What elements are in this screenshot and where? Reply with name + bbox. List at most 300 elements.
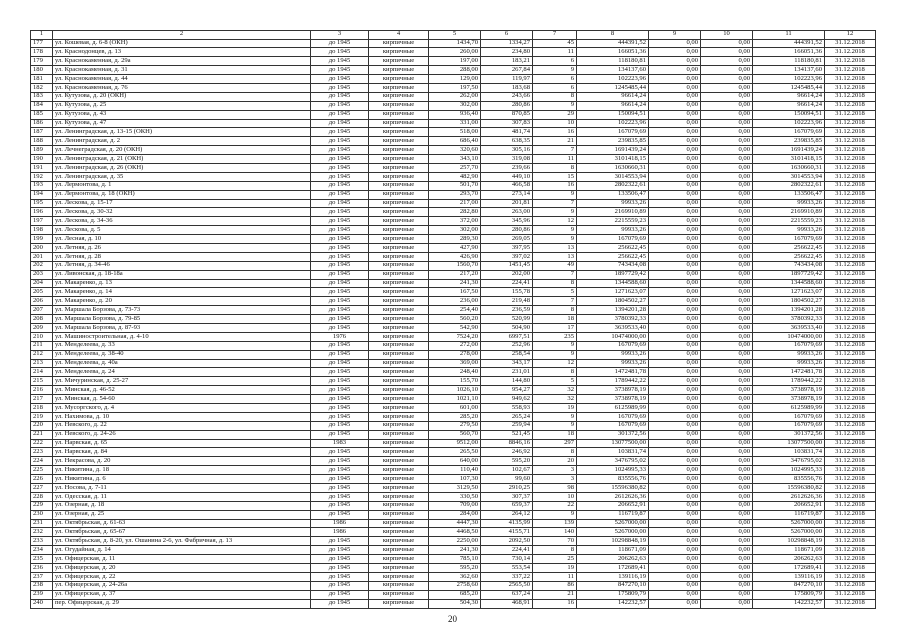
- table-cell: кирпичные: [369, 146, 429, 155]
- table-cell: 31.12.2018: [825, 39, 876, 48]
- table-cell: кирпичные: [369, 75, 429, 84]
- table-cell: 9: [533, 235, 577, 244]
- table-cell: 518,00: [429, 128, 481, 137]
- table-cell: 0,00: [649, 546, 701, 555]
- table-cell: 31.12.2018: [825, 306, 876, 315]
- table-cell: 201,81: [481, 199, 533, 208]
- table-row: [31, 475, 876, 484]
- table-cell: кирпичные: [369, 297, 429, 306]
- table-cell: 29: [533, 110, 577, 119]
- table-cell: 31.12.2018: [825, 119, 876, 128]
- table-row: [31, 226, 876, 235]
- table-cell: 6997,51: [481, 332, 533, 341]
- table-cell: 139: [533, 519, 577, 528]
- table-cell: 0,00: [649, 466, 701, 475]
- table-cell: 207: [31, 306, 53, 315]
- table-cell: кирпичные: [369, 368, 429, 377]
- table-cell: 230: [31, 510, 53, 519]
- table-cell: ул. Макаренко, д. 14: [53, 288, 311, 297]
- table-cell: 219: [31, 412, 53, 421]
- table-cell: 0,00: [701, 386, 753, 395]
- table-cell: 0,00: [701, 190, 753, 199]
- table-cell: 0,00: [649, 324, 701, 333]
- table-cell: 248,40: [429, 368, 481, 377]
- table-cell: кирпичные: [369, 599, 429, 608]
- table-cell: 0,00: [701, 430, 753, 439]
- table-cell: 0,00: [701, 119, 753, 128]
- table-cell: 194: [31, 190, 53, 199]
- table-cell: 217,00: [429, 199, 481, 208]
- table-cell: 150094,51: [753, 110, 825, 119]
- table-cell: 17: [533, 324, 577, 333]
- table-cell: 0,00: [649, 48, 701, 57]
- table-cell: 267,84: [481, 66, 533, 75]
- table-cell: кирпичные: [369, 492, 429, 501]
- table-cell: до 1945: [311, 501, 369, 510]
- table-cell: 0,00: [649, 101, 701, 110]
- table-cell: 0,00: [701, 590, 753, 599]
- table-cell: кирпичные: [369, 101, 429, 110]
- table-cell: 31.12.2018: [825, 492, 876, 501]
- table-cell: 256622,45: [753, 252, 825, 261]
- table-row: [31, 92, 876, 101]
- table-row: [31, 39, 876, 48]
- table-cell: 288,00: [429, 66, 481, 75]
- table-cell: 205: [31, 288, 53, 297]
- table-cell: до 1945: [311, 386, 369, 395]
- table-cell: кирпичные: [369, 226, 429, 235]
- table-cell: 285,20: [429, 412, 481, 421]
- table-cell: 19: [533, 404, 577, 413]
- table-cell: 175809,79: [577, 590, 649, 599]
- table-cell: 224,41: [481, 279, 533, 288]
- table-row: [31, 439, 876, 448]
- table-cell: до 1945: [311, 146, 369, 155]
- table-cell: кирпичные: [369, 546, 429, 555]
- table-cell: 31.12.2018: [825, 457, 876, 466]
- table-cell: 0,00: [701, 146, 753, 155]
- table-cell: 31.12.2018: [825, 279, 876, 288]
- table-cell: кирпичные: [369, 581, 429, 590]
- table-cell: 595,20: [429, 564, 481, 573]
- table-cell: 3639533,40: [577, 324, 649, 333]
- table-cell: 5: [533, 288, 577, 297]
- table-cell: до 1945: [311, 217, 369, 226]
- table-cell: 1394201,28: [753, 306, 825, 315]
- table-cell: 227: [31, 484, 53, 493]
- table-cell: 0,00: [649, 243, 701, 252]
- table-cell: 595,20: [481, 457, 533, 466]
- table-cell: 501,70: [429, 181, 481, 190]
- table-cell: кирпичные: [369, 279, 429, 288]
- table-cell: ул. Кутузова, д. 43: [53, 110, 311, 119]
- table-row: [31, 359, 876, 368]
- table-cell: 542,90: [429, 324, 481, 333]
- table-cell: 0,00: [701, 92, 753, 101]
- table-row: [31, 519, 876, 528]
- table-cell: 10298848,19: [577, 537, 649, 546]
- table-cell: 553,54: [481, 564, 533, 573]
- table-cell: 31.12.2018: [825, 226, 876, 235]
- table-cell: 10: [533, 119, 577, 128]
- table-cell: 186: [31, 119, 53, 128]
- table-cell: 10: [533, 492, 577, 501]
- table-cell: 3101418,15: [753, 155, 825, 164]
- table-cell: 258,54: [481, 350, 533, 359]
- table-cell: 31.12.2018: [825, 439, 876, 448]
- table-cell: 31.12.2018: [825, 270, 876, 279]
- table-cell: 0,00: [649, 519, 701, 528]
- table-cell: 31.12.2018: [825, 590, 876, 599]
- table-cell: до 1945: [311, 172, 369, 181]
- table-row: [31, 555, 876, 564]
- table-cell: 0,00: [701, 288, 753, 297]
- table-cell: 0,00: [649, 475, 701, 484]
- table-cell: 0,00: [649, 359, 701, 368]
- table-cell: 0,00: [649, 341, 701, 350]
- table-cell: 239,66: [481, 163, 533, 172]
- table-cell: 1691439,24: [577, 146, 649, 155]
- table-cell: 31.12.2018: [825, 332, 876, 341]
- table-cell: 847270,10: [753, 581, 825, 590]
- table-row: [31, 350, 876, 359]
- table-row: [31, 528, 876, 537]
- table-cell: 206: [31, 297, 53, 306]
- table-cell: 0,00: [649, 252, 701, 261]
- table-cell: кирпичные: [369, 235, 429, 244]
- table-cell: кирпичные: [369, 172, 429, 181]
- table-cell: 167079,69: [753, 421, 825, 430]
- table-cell: кирпичные: [369, 261, 429, 270]
- table-cell: 31.12.2018: [825, 484, 876, 493]
- table-cell: ул. Краснокаменная, д. 29а: [53, 57, 311, 66]
- table-cell: 21: [533, 137, 577, 146]
- table-cell: 31.12.2018: [825, 324, 876, 333]
- table-cell: до 1945: [311, 92, 369, 101]
- table-cell: 177: [31, 39, 53, 48]
- table-cell: 0,00: [649, 39, 701, 48]
- table-cell: 0,00: [701, 564, 753, 573]
- table-row: [31, 137, 876, 146]
- table-cell: ул. Офицерская, д. 20: [53, 564, 311, 573]
- table-cell: 0,00: [649, 564, 701, 573]
- table-cell: 7524,20: [429, 332, 481, 341]
- table-cell: 3014553,94: [753, 172, 825, 181]
- table-cell: 1983: [311, 439, 369, 448]
- table-cell: ул. Невского, д. 24-26: [53, 430, 311, 439]
- table-cell: 203: [31, 270, 53, 279]
- column-number-cell: 11: [753, 31, 825, 40]
- table-cell: 179: [31, 57, 53, 66]
- table-cell: 5: [533, 377, 577, 386]
- table-row: [31, 315, 876, 324]
- table-row: [31, 83, 876, 92]
- table-row: [31, 492, 876, 501]
- table-cell: 9: [533, 421, 577, 430]
- table-cell: ул. Макаренко, д. 20: [53, 297, 311, 306]
- table-cell: 31.12.2018: [825, 501, 876, 510]
- table-cell: 11: [533, 155, 577, 164]
- table-cell: ул. Никитина, д. 6: [53, 475, 311, 484]
- table-cell: 307,83: [481, 119, 533, 128]
- table-cell: 5267000,00: [577, 528, 649, 537]
- table-row: [31, 288, 876, 297]
- table-cell: 0,00: [649, 404, 701, 413]
- table-cell: 32: [533, 386, 577, 395]
- column-number-row: [31, 31, 876, 40]
- table-cell: 5267000,00: [753, 519, 825, 528]
- table-cell: 847270,10: [577, 581, 649, 590]
- table-cell: до 1945: [311, 48, 369, 57]
- table-cell: 18: [533, 430, 577, 439]
- table-cell: 31.12.2018: [825, 163, 876, 172]
- table-cell: 206262,63: [753, 555, 825, 564]
- table-cell: до 1945: [311, 412, 369, 421]
- table-cell: 197: [31, 217, 53, 226]
- table-cell: ул. Огудайная, д. 14: [53, 546, 311, 555]
- table-cell: 31.12.2018: [825, 190, 876, 199]
- table-cell: 191: [31, 163, 53, 172]
- table-cell: 0,00: [701, 439, 753, 448]
- table-cell: 265,24: [481, 412, 533, 421]
- table-cell: 9: [533, 350, 577, 359]
- table-cell: 0,00: [701, 39, 753, 48]
- table-row: [31, 324, 876, 333]
- table-cell: 167079,69: [577, 235, 649, 244]
- table-cell: 31.12.2018: [825, 404, 876, 413]
- table-cell: 1630660,31: [753, 163, 825, 172]
- table-cell: ул. Краснокаменная, д. 44: [53, 75, 311, 84]
- table-cell: 0,00: [701, 279, 753, 288]
- table-cell: до 1945: [311, 288, 369, 297]
- table-cell: 103831,74: [577, 448, 649, 457]
- table-cell: ул. Летняя, д. 26: [53, 243, 311, 252]
- table-cell: ул. Лечнеградская, д. 20 (ОКН): [53, 146, 311, 155]
- table-cell: 0,00: [649, 572, 701, 581]
- table-cell: ул. Лесная, д. 10: [53, 235, 311, 244]
- table-cell: 3738978,19: [753, 395, 825, 404]
- table-cell: 0,00: [649, 66, 701, 75]
- table-cell: 187: [31, 128, 53, 137]
- table-cell: 0,00: [649, 199, 701, 208]
- table-cell: до 1945: [311, 190, 369, 199]
- table-cell: кирпичные: [369, 181, 429, 190]
- table-cell: 178: [31, 48, 53, 57]
- table-cell: до 1945: [311, 137, 369, 146]
- table-cell: 6: [533, 57, 577, 66]
- table-cell: 279,50: [429, 421, 481, 430]
- table-cell: 730,14: [481, 555, 533, 564]
- table-cell: 220: [31, 421, 53, 430]
- table-cell: до 1945: [311, 341, 369, 350]
- table-cell: 231: [31, 519, 53, 528]
- table-cell: 150094,51: [577, 110, 649, 119]
- table-row: [31, 163, 876, 172]
- table-cell: ул. Ленинградская, д. 26 (ОКН): [53, 163, 311, 172]
- table-cell: кирпичные: [369, 448, 429, 457]
- table-row: [31, 235, 876, 244]
- table-cell: 260,00: [429, 48, 481, 57]
- table-cell: кирпичные: [369, 421, 429, 430]
- table-cell: 3738978,19: [753, 386, 825, 395]
- table-row: [31, 48, 876, 57]
- table-cell: 31.12.2018: [825, 386, 876, 395]
- table-row: [31, 386, 876, 395]
- table-row: [31, 501, 876, 510]
- table-cell: 0,00: [701, 555, 753, 564]
- table-cell: кирпичные: [369, 119, 429, 128]
- table-cell: кирпичные: [369, 128, 429, 137]
- table-cell: 10298848,19: [753, 537, 825, 546]
- table-cell: ул. Ленинградская, д. 13-15 (ОКН): [53, 128, 311, 137]
- table-row: [31, 484, 876, 493]
- table-cell: до 1945: [311, 324, 369, 333]
- table-cell: 189: [31, 146, 53, 155]
- table-cell: до 1945: [311, 226, 369, 235]
- table-cell: 31.12.2018: [825, 297, 876, 306]
- table-cell: 2169910,89: [577, 208, 649, 217]
- table-cell: 3738978,19: [577, 386, 649, 395]
- table-cell: 372,00: [429, 217, 481, 226]
- table-cell: ул. Октябрьская, д. 65-67: [53, 528, 311, 537]
- table-cell: 4447,30: [429, 519, 481, 528]
- table-row: [31, 510, 876, 519]
- table-cell: кирпичные: [369, 510, 429, 519]
- table-cell: кирпичные: [369, 163, 429, 172]
- table-cell: 3129,50: [429, 484, 481, 493]
- table-cell: 426,90: [429, 252, 481, 261]
- column-number-cell: 9: [649, 31, 701, 40]
- table-cell: 8: [533, 368, 577, 377]
- table-cell: 166051,36: [577, 48, 649, 57]
- table-cell: до 1945: [311, 377, 369, 386]
- table-cell: 560,70: [429, 430, 481, 439]
- table-cell: 0,00: [701, 501, 753, 510]
- table-cell: 343,10: [429, 155, 481, 164]
- table-cell: до 1945: [311, 66, 369, 75]
- table-cell: 637,24: [481, 590, 533, 599]
- table-cell: 99,60: [481, 475, 533, 484]
- table-cell: 4155,71: [481, 528, 533, 537]
- table-cell: 211: [31, 341, 53, 350]
- table-cell: 31.12.2018: [825, 199, 876, 208]
- table-cell: 11: [533, 48, 577, 57]
- table-cell: 13: [533, 243, 577, 252]
- table-cell: 686,40: [429, 137, 481, 146]
- column-number-cell: 1: [31, 31, 53, 40]
- table-cell: 175809,79: [753, 590, 825, 599]
- table-cell: кирпичные: [369, 484, 429, 493]
- table-cell: 12: [533, 359, 577, 368]
- table-cell: 272,00: [429, 341, 481, 350]
- table-row: [31, 279, 876, 288]
- table-cell: 0,00: [701, 537, 753, 546]
- table-cell: 954,27: [481, 386, 533, 395]
- table-cell: 7: [533, 146, 577, 155]
- table-cell: ул. Летняя, д. 28: [53, 252, 311, 261]
- table-cell: 0,00: [701, 519, 753, 528]
- table-cell: 0,00: [701, 101, 753, 110]
- table-cell: 743434,08: [577, 261, 649, 270]
- table-cell: 0,00: [649, 146, 701, 155]
- table-cell: 96614,24: [577, 92, 649, 101]
- column-number-cell: 4: [369, 31, 429, 40]
- table-cell: ул. Менделеева, д. 24: [53, 368, 311, 377]
- table-cell: 133506,47: [577, 190, 649, 199]
- table-row: [31, 341, 876, 350]
- table-cell: до 1945: [311, 306, 369, 315]
- table-cell: 31.12.2018: [825, 217, 876, 226]
- table-cell: кирпичные: [369, 537, 429, 546]
- table-cell: 201: [31, 252, 53, 261]
- table-cell: до 1945: [311, 564, 369, 573]
- table-cell: 206262,63: [577, 555, 649, 564]
- table-row: [31, 217, 876, 226]
- table-cell: 15596380,82: [577, 484, 649, 493]
- table-cell: 215: [31, 377, 53, 386]
- table-cell: 236: [31, 564, 53, 573]
- table-cell: 221: [31, 430, 53, 439]
- table-cell: до 1945: [311, 101, 369, 110]
- table-cell: 184: [31, 101, 53, 110]
- table-cell: ул. Мусоргского, д. 4: [53, 404, 311, 413]
- table-cell: 0,00: [701, 448, 753, 457]
- table-cell: 118671,09: [577, 546, 649, 555]
- table-cell: 0,00: [649, 430, 701, 439]
- table-cell: 369,00: [429, 359, 481, 368]
- table-row: [31, 581, 876, 590]
- table-cell: 31.12.2018: [825, 528, 876, 537]
- table-cell: до 1945: [311, 484, 369, 493]
- table-cell: 1560,70: [429, 261, 481, 270]
- table-cell: 102,67: [481, 466, 533, 475]
- table-cell: 96614,24: [753, 92, 825, 101]
- table-cell: 1630660,31: [577, 163, 649, 172]
- table-cell: 302,00: [429, 101, 481, 110]
- table-cell: до 1945: [311, 492, 369, 501]
- table-cell: ул. Кутузова, д. 20 (ОКН): [53, 92, 311, 101]
- table-cell: 0,00: [701, 235, 753, 244]
- table-cell: 0,00: [649, 83, 701, 92]
- table-cell: 239: [31, 590, 53, 599]
- table-cell: 119,97: [481, 75, 533, 84]
- table-cell: 31.12.2018: [825, 235, 876, 244]
- table-cell: 0,00: [649, 226, 701, 235]
- table-cell: 190: [31, 155, 53, 164]
- table-cell: кирпичные: [369, 395, 429, 404]
- table-cell: 252,96: [481, 341, 533, 350]
- table-cell: 110,40: [429, 466, 481, 475]
- table-cell: 0,00: [701, 261, 753, 270]
- table-cell: 202,00: [481, 270, 533, 279]
- table-cell: 3: [533, 475, 577, 484]
- table-cell: до 1945: [311, 537, 369, 546]
- table-cell: 444391,52: [753, 39, 825, 48]
- table-cell: кирпичные: [369, 92, 429, 101]
- table-cell: 31.12.2018: [825, 546, 876, 555]
- table-cell: 0,00: [649, 110, 701, 119]
- table-cell: 0,00: [701, 217, 753, 226]
- table-cell: до 1945: [311, 350, 369, 359]
- table-cell: кирпичные: [369, 315, 429, 324]
- table-cell: 116719,87: [577, 510, 649, 519]
- table-cell: 0,00: [701, 172, 753, 181]
- table-cell: кирпичные: [369, 475, 429, 484]
- table-cell: 9: [533, 101, 577, 110]
- table-row: [31, 332, 876, 341]
- table-cell: 217: [31, 395, 53, 404]
- table-cell: 949,62: [481, 395, 533, 404]
